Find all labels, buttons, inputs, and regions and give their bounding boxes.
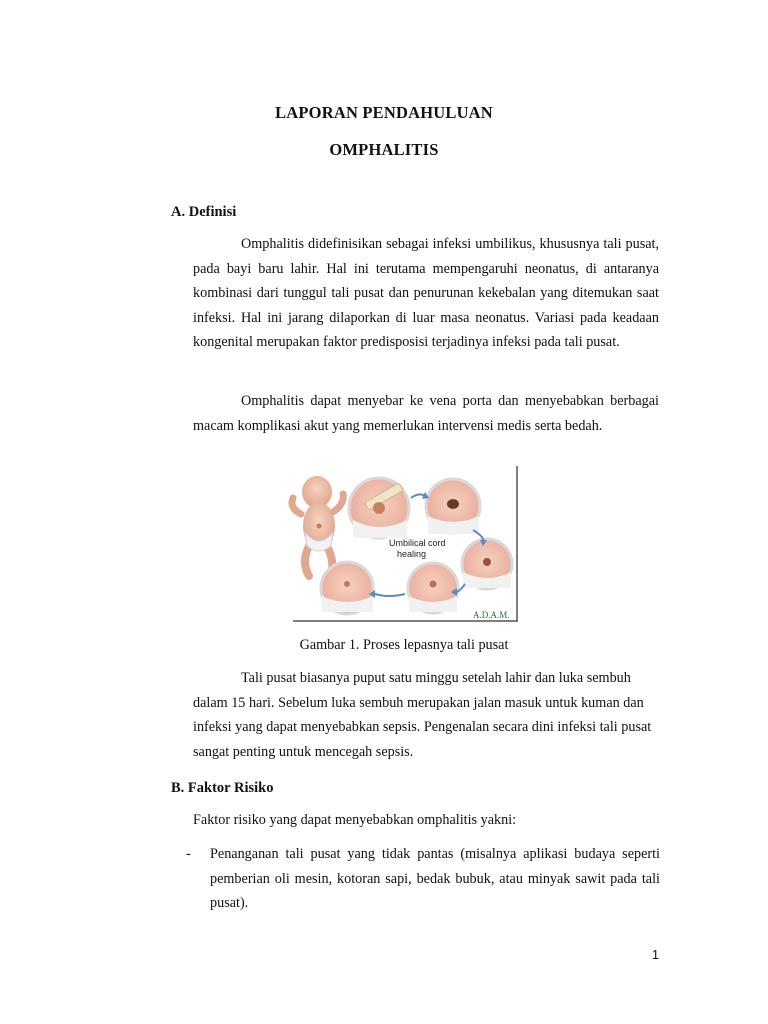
stage-1-circle [349, 478, 409, 538]
stage-4-circle [408, 563, 458, 613]
stage-5-circle [321, 562, 373, 614]
paragraph-complications: Omphalitis dapat menyebar ke vena porta dan menyebabkan berbagai macam komplikasi akut yang memerlukan intervensi medis serta bedah. [193, 393, 659, 434]
paragraph-healing: Tali pusat biasanya puput satu minggu setelah lahir dan luka sembuh dalam 15 hari. Sebelum luka sembuh merupakan jalan masuk untuk kuman dan infeksi yang dapat menyebabkan sepsis. Pengenalan secara dini infeksi tali pusat sangat penting untuk mencegah sepsis. [193, 670, 652, 760]
document-title: LAPORAN PENDAHULUAN [275, 103, 493, 122]
paragraph-risk-intro: Faktor risiko yang dapat menyebabkan omphalitis yakni: [193, 812, 517, 828]
figure-umbilical-cord-healing [287, 464, 519, 624]
list-item-text: Penanganan tali pusat yang tidak pantas (misalnya aplikasi budaya seperti pemberian oli mesin, kotoran sapi, bedak bubuk, atau minyak sawit pada tali pusat). [210, 846, 660, 912]
document-subtitle: OMPHALITIS [329, 140, 439, 159]
list-item [186, 842, 660, 916]
figure-label-line1: Umbilical cord [389, 538, 446, 548]
figure-caption: Gambar 1. Proses lepasnya tali pusat [299, 637, 509, 653]
page-number: 1 [652, 948, 659, 962]
stage-3-circle [462, 539, 512, 589]
section-heading-faktor-risiko: B. Faktor Risiko [171, 780, 274, 796]
section-heading-definisi: A. Definisi [171, 204, 237, 220]
paragraph-definition: Omphalitis didefinisikan sebagai infeksi umbilikus, khususnya tali pusat, pada bayi baru lahir. Hal ini terutama mempengaruhi neonatus, di antaranya kombinasi dari tunggul tali pusat dan penurunan kekebalan yang ditemukan saat infeksi. Hal ini jarang dilaporkan di luar masa neonatus. Variasi pada keadaan kongenital merupakan faktor predisposisi terjadinya infeksi pada tali pusat. [193, 236, 659, 351]
adam-watermark: A.D.A.M. [473, 610, 510, 620]
stage-2-circle [426, 479, 480, 534]
figure-label-line2: healing [397, 549, 427, 559]
list-bullet: - [186, 846, 191, 862]
umbilical-healing-illustration [287, 464, 519, 624]
